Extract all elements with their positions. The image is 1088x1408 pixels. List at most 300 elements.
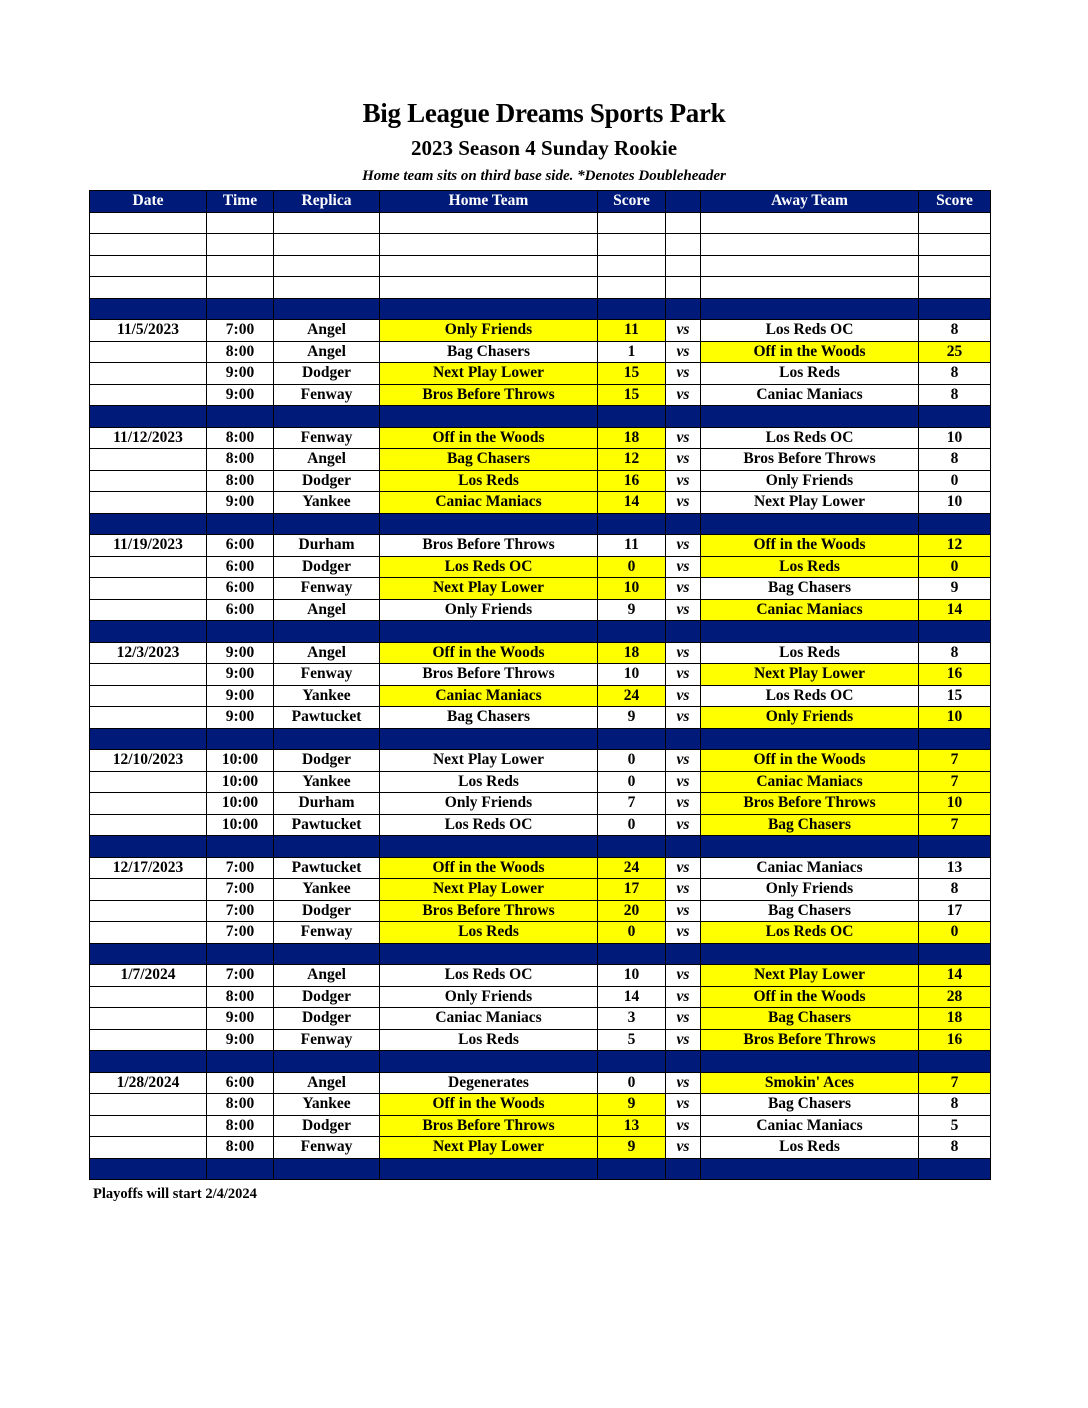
away-score: 10 (919, 427, 991, 449)
away-team: Los Reds OC (701, 922, 919, 944)
game-row (90, 965, 991, 987)
away-score: 8 (919, 1094, 991, 1116)
vs-label: vs (666, 642, 701, 664)
away-score: 16 (919, 664, 991, 686)
home-score: 10 (598, 664, 666, 686)
home-team: Caniac Maniacs (380, 1008, 598, 1030)
away-team: Bros Before Throws (701, 793, 919, 815)
away-team: Bag Chasers (701, 900, 919, 922)
vs-label: vs (666, 320, 701, 342)
game-date: 11/19/2023 (90, 535, 207, 557)
away-score: 10 (919, 707, 991, 729)
home-score: 0 (598, 1072, 666, 1094)
game-row (90, 922, 991, 944)
game-replica-field: Dodger (274, 470, 380, 492)
home-score: 18 (598, 642, 666, 664)
vs-label: vs (666, 750, 701, 772)
blank-row (90, 212, 991, 234)
home-team: Bag Chasers (380, 341, 598, 363)
away-score: 8 (919, 384, 991, 406)
away-score: 0 (919, 922, 991, 944)
away-team: Only Friends (701, 707, 919, 729)
game-date (90, 578, 207, 600)
home-score: 9 (598, 707, 666, 729)
home-team: Off in the Woods (380, 642, 598, 664)
game-time: 9:00 (207, 664, 274, 686)
home-score: 10 (598, 965, 666, 987)
home-score: 9 (598, 599, 666, 621)
home-score: 12 (598, 449, 666, 471)
game-replica-field: Dodger (274, 900, 380, 922)
game-replica-field: Durham (274, 793, 380, 815)
away-score: 10 (919, 793, 991, 815)
away-score: 16 (919, 1029, 991, 1051)
home-score: 7 (598, 793, 666, 815)
home-team: Los Reds (380, 470, 598, 492)
away-team: Bag Chasers (701, 578, 919, 600)
page-subtitle: 2023 Season 4 Sunday Rookie (410, 136, 678, 160)
away-score: 9 (919, 578, 991, 600)
away-team: Off in the Woods (701, 986, 919, 1008)
game-replica-field: Yankee (274, 1094, 380, 1116)
game-row (90, 470, 991, 492)
game-date (90, 449, 207, 471)
game-date: 12/17/2023 (90, 857, 207, 879)
col-home-score-header: Score (598, 191, 666, 213)
vs-label: vs (666, 965, 701, 987)
home-score: 16 (598, 470, 666, 492)
vs-label: vs (666, 578, 701, 600)
game-date (90, 363, 207, 385)
away-team: Caniac Maniacs (701, 599, 919, 621)
week-separator-row (90, 298, 991, 320)
game-date (90, 922, 207, 944)
away-team: Bag Chasers (701, 1008, 919, 1030)
game-date (90, 1008, 207, 1030)
away-score: 17 (919, 900, 991, 922)
game-row (90, 492, 991, 514)
vs-label: vs (666, 1137, 701, 1159)
game-replica-field: Fenway (274, 384, 380, 406)
vs-label: vs (666, 814, 701, 836)
vs-label: vs (666, 470, 701, 492)
away-score: 10 (919, 492, 991, 514)
away-team: Caniac Maniacs (701, 857, 919, 879)
away-score: 7 (919, 1072, 991, 1094)
away-team: Off in the Woods (701, 750, 919, 772)
week-separator-row (90, 728, 991, 750)
home-score: 0 (598, 922, 666, 944)
game-date (90, 685, 207, 707)
game-time: 8:00 (207, 1115, 274, 1137)
game-row (90, 707, 991, 729)
home-team: Off in the Woods (380, 427, 598, 449)
away-team: Smokin' Aces (701, 1072, 919, 1094)
game-replica-field: Fenway (274, 1137, 380, 1159)
game-row (90, 363, 991, 385)
header-row (90, 191, 991, 213)
col-date-header: Date (90, 191, 207, 213)
away-score: 8 (919, 320, 991, 342)
game-time: 7:00 (207, 922, 274, 944)
game-time: 8:00 (207, 1094, 274, 1116)
home-team: Los Reds OC (380, 556, 598, 578)
game-time: 8:00 (207, 986, 274, 1008)
vs-label: vs (666, 427, 701, 449)
home-score: 0 (598, 556, 666, 578)
game-row (90, 879, 991, 901)
game-replica-field: Durham (274, 535, 380, 557)
game-date (90, 341, 207, 363)
home-team: Off in the Woods (380, 1094, 598, 1116)
game-date: 1/7/2024 (90, 965, 207, 987)
game-row (90, 535, 991, 557)
game-time: 8:00 (207, 427, 274, 449)
game-row (90, 1115, 991, 1137)
game-row (90, 1008, 991, 1030)
home-score: 15 (598, 363, 666, 385)
game-time: 9:00 (207, 1029, 274, 1051)
game-time: 7:00 (207, 965, 274, 987)
home-team: Only Friends (380, 986, 598, 1008)
col-away-score-header: Score (919, 191, 991, 213)
game-row (90, 341, 991, 363)
home-score: 3 (598, 1008, 666, 1030)
week-separator-row (90, 943, 991, 965)
away-team: Bag Chasers (701, 1094, 919, 1116)
away-score: 8 (919, 879, 991, 901)
away-team: Caniac Maniacs (701, 1115, 919, 1137)
vs-label: vs (666, 922, 701, 944)
away-score: 7 (919, 814, 991, 836)
blank-row (90, 255, 991, 277)
home-score: 17 (598, 879, 666, 901)
vs-label: vs (666, 707, 701, 729)
away-team: Los Reds (701, 642, 919, 664)
week-separator-row (90, 836, 991, 858)
game-replica-field: Angel (274, 965, 380, 987)
home-team: Los Reds (380, 1029, 598, 1051)
home-team: Bag Chasers (380, 707, 598, 729)
home-team: Bros Before Throws (380, 664, 598, 686)
away-team: Los Reds (701, 556, 919, 578)
game-time: 9:00 (207, 384, 274, 406)
vs-label: vs (666, 556, 701, 578)
home-team: Only Friends (380, 599, 598, 621)
home-score: 1 (598, 341, 666, 363)
game-date (90, 986, 207, 1008)
game-row (90, 427, 991, 449)
away-team: Only Friends (701, 879, 919, 901)
away-score: 7 (919, 771, 991, 793)
game-date: 11/12/2023 (90, 427, 207, 449)
game-date: 11/5/2023 (90, 320, 207, 342)
game-date (90, 814, 207, 836)
game-replica-field: Fenway (274, 578, 380, 600)
home-team: Los Reds (380, 922, 598, 944)
vs-label: vs (666, 1072, 701, 1094)
game-time: 6:00 (207, 1072, 274, 1094)
home-team: Next Play Lower (380, 750, 598, 772)
away-team: Los Reds (701, 1137, 919, 1159)
vs-label: vs (666, 449, 701, 471)
away-team: Next Play Lower (701, 664, 919, 686)
home-team: Los Reds (380, 771, 598, 793)
schedule-table (89, 190, 991, 1180)
game-row (90, 599, 991, 621)
away-score: 13 (919, 857, 991, 879)
vs-label: vs (666, 1029, 701, 1051)
game-time: 9:00 (207, 685, 274, 707)
game-date (90, 771, 207, 793)
game-replica-field: Pawtucket (274, 857, 380, 879)
away-score: 0 (919, 556, 991, 578)
home-score: 5 (598, 1029, 666, 1051)
game-time: 10:00 (207, 771, 274, 793)
week-separator-row (90, 1051, 991, 1073)
away-team: Bag Chasers (701, 814, 919, 836)
home-team: Next Play Lower (380, 578, 598, 600)
vs-label: vs (666, 685, 701, 707)
game-date (90, 1029, 207, 1051)
game-date (90, 556, 207, 578)
game-row (90, 685, 991, 707)
game-row (90, 793, 991, 815)
away-score: 8 (919, 642, 991, 664)
game-replica-field: Fenway (274, 1029, 380, 1051)
game-replica-field: Pawtucket (274, 814, 380, 836)
vs-label: vs (666, 492, 701, 514)
week-separator-row (90, 406, 991, 428)
week-separator-row (90, 513, 991, 535)
game-replica-field: Dodger (274, 363, 380, 385)
game-time: 9:00 (207, 363, 274, 385)
vs-label: vs (666, 1115, 701, 1137)
week-separator-row (90, 1158, 991, 1180)
game-row (90, 1029, 991, 1051)
vs-label: vs (666, 771, 701, 793)
game-time: 10:00 (207, 793, 274, 815)
game-time: 8:00 (207, 341, 274, 363)
game-replica-field: Angel (274, 320, 380, 342)
game-time: 10:00 (207, 814, 274, 836)
home-score: 18 (598, 427, 666, 449)
home-team: Bros Before Throws (380, 384, 598, 406)
home-team: Los Reds OC (380, 965, 598, 987)
game-row (90, 320, 991, 342)
away-team: Los Reds OC (701, 685, 919, 707)
home-score: 13 (598, 1115, 666, 1137)
game-time: 10:00 (207, 750, 274, 772)
vs-label: vs (666, 341, 701, 363)
game-replica-field: Yankee (274, 771, 380, 793)
home-team: Bros Before Throws (380, 1115, 598, 1137)
away-team: Los Reds (701, 363, 919, 385)
game-date: 1/28/2024 (90, 1072, 207, 1094)
game-time: 6:00 (207, 578, 274, 600)
game-time: 9:00 (207, 492, 274, 514)
game-replica-field: Dodger (274, 750, 380, 772)
away-team: Off in the Woods (701, 535, 919, 557)
game-row (90, 986, 991, 1008)
away-team: Bros Before Throws (701, 449, 919, 471)
game-replica-field: Angel (274, 642, 380, 664)
game-row (90, 642, 991, 664)
game-date (90, 492, 207, 514)
game-date: 12/10/2023 (90, 750, 207, 772)
col-away-team-header: Away Team (701, 191, 919, 213)
home-score: 24 (598, 685, 666, 707)
schedule-note: Home team sits on third base side. *Denotes Doubleheader (362, 168, 726, 184)
home-score: 9 (598, 1137, 666, 1159)
game-date: 12/3/2023 (90, 642, 207, 664)
home-score: 24 (598, 857, 666, 879)
game-time: 7:00 (207, 857, 274, 879)
away-score: 8 (919, 363, 991, 385)
vs-label: vs (666, 1094, 701, 1116)
game-row (90, 1094, 991, 1116)
home-team: Bros Before Throws (380, 900, 598, 922)
vs-label: vs (666, 900, 701, 922)
week-separator-row (90, 621, 991, 643)
game-row (90, 664, 991, 686)
home-team: Next Play Lower (380, 363, 598, 385)
game-date (90, 1137, 207, 1159)
game-time: 9:00 (207, 707, 274, 729)
home-team: Bag Chasers (380, 449, 598, 471)
home-score: 11 (598, 535, 666, 557)
home-score: 0 (598, 771, 666, 793)
away-team: Caniac Maniacs (701, 384, 919, 406)
vs-label: vs (666, 363, 701, 385)
game-date (90, 707, 207, 729)
game-replica-field: Yankee (274, 879, 380, 901)
col-replica-header: Replica (274, 191, 380, 213)
game-date (90, 664, 207, 686)
vs-label: vs (666, 879, 701, 901)
game-date (90, 599, 207, 621)
schedule-body (90, 212, 991, 1180)
game-row (90, 771, 991, 793)
away-team: Caniac Maniacs (701, 771, 919, 793)
home-score: 10 (598, 578, 666, 600)
home-team: Only Friends (380, 793, 598, 815)
vs-label: vs (666, 384, 701, 406)
game-replica-field: Dodger (274, 1115, 380, 1137)
game-time: 6:00 (207, 535, 274, 557)
game-row (90, 449, 991, 471)
game-time: 6:00 (207, 599, 274, 621)
game-row (90, 578, 991, 600)
away-score: 5 (919, 1115, 991, 1137)
game-time: 8:00 (207, 1137, 274, 1159)
home-team: Los Reds OC (380, 814, 598, 836)
game-row (90, 900, 991, 922)
playoffs-footer: Playoffs will start 2/4/2024 (93, 1186, 257, 1202)
blank-row (90, 234, 991, 256)
away-team: Bros Before Throws (701, 1029, 919, 1051)
game-replica-field: Dodger (274, 556, 380, 578)
game-row (90, 556, 991, 578)
game-date (90, 1115, 207, 1137)
game-replica-field: Angel (274, 599, 380, 621)
game-row (90, 814, 991, 836)
away-score: 7 (919, 750, 991, 772)
vs-label: vs (666, 599, 701, 621)
col-vs-header (666, 191, 701, 213)
away-team: Off in the Woods (701, 341, 919, 363)
home-score: 9 (598, 1094, 666, 1116)
away-score: 25 (919, 341, 991, 363)
home-score: 0 (598, 814, 666, 836)
game-date (90, 384, 207, 406)
home-team: Bros Before Throws (380, 535, 598, 557)
game-row (90, 750, 991, 772)
game-date (90, 1094, 207, 1116)
home-team: Only Friends (380, 320, 598, 342)
game-replica-field: Dodger (274, 1008, 380, 1030)
game-time: 7:00 (207, 320, 274, 342)
game-time: 8:00 (207, 449, 274, 471)
game-replica-field: Dodger (274, 986, 380, 1008)
game-date (90, 879, 207, 901)
vs-label: vs (666, 535, 701, 557)
game-replica-field: Yankee (274, 492, 380, 514)
home-score: 0 (598, 750, 666, 772)
game-row (90, 1072, 991, 1094)
home-team: Caniac Maniacs (380, 492, 598, 514)
away-team: Los Reds OC (701, 427, 919, 449)
game-replica-field: Angel (274, 341, 380, 363)
vs-label: vs (666, 1008, 701, 1030)
game-time: 6:00 (207, 556, 274, 578)
game-replica-field: Pawtucket (274, 707, 380, 729)
vs-label: vs (666, 986, 701, 1008)
away-team: Next Play Lower (701, 965, 919, 987)
vs-label: vs (666, 793, 701, 815)
vs-label: vs (666, 857, 701, 879)
game-time: 8:00 (207, 470, 274, 492)
col-time-header: Time (207, 191, 274, 213)
away-team: Only Friends (701, 470, 919, 492)
home-team: Next Play Lower (380, 1137, 598, 1159)
away-score: 15 (919, 685, 991, 707)
away-score: 12 (919, 535, 991, 557)
game-replica-field: Fenway (274, 922, 380, 944)
home-score: 20 (598, 900, 666, 922)
away-score: 8 (919, 449, 991, 471)
game-date (90, 793, 207, 815)
blank-row (90, 277, 991, 299)
game-time: 7:00 (207, 900, 274, 922)
home-score: 14 (598, 492, 666, 514)
home-score: 11 (598, 320, 666, 342)
vs-label: vs (666, 664, 701, 686)
away-team: Next Play Lower (701, 492, 919, 514)
home-team: Caniac Maniacs (380, 685, 598, 707)
home-score: 15 (598, 384, 666, 406)
col-home-team-header: Home Team (380, 191, 598, 213)
away-team: Los Reds OC (701, 320, 919, 342)
away-score: 0 (919, 470, 991, 492)
away-score: 18 (919, 1008, 991, 1030)
home-score: 14 (598, 986, 666, 1008)
game-time: 7:00 (207, 879, 274, 901)
game-row (90, 1137, 991, 1159)
game-time: 9:00 (207, 642, 274, 664)
away-score: 14 (919, 965, 991, 987)
game-row (90, 857, 991, 879)
